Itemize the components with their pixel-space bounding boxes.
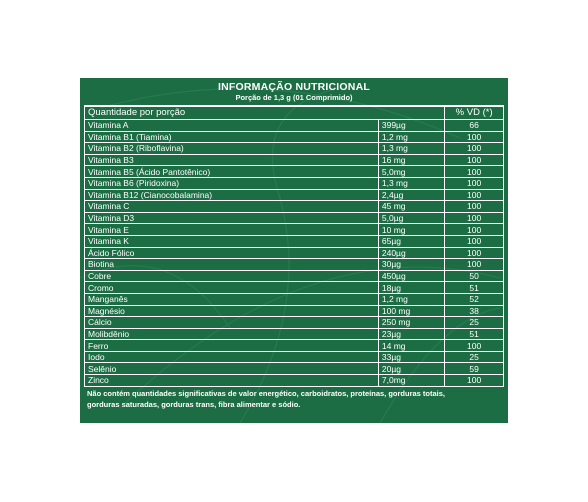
- nutrient-vd: 100: [445, 375, 504, 387]
- nutrient-vd: 100: [445, 154, 504, 166]
- nutrient-name: Vitamina A: [85, 120, 379, 132]
- table-row: [85, 375, 504, 387]
- nutrient-amount: 1,2 mg: [378, 293, 444, 305]
- nutrient-name: Cobre: [85, 270, 379, 282]
- table-header-row: [85, 107, 504, 120]
- table-row: [85, 224, 504, 236]
- nutrient-amount: 1,3 mg: [378, 177, 444, 189]
- nutrient-name: Vitamina C: [85, 201, 379, 213]
- nutrient-amount: 33µg: [378, 351, 444, 363]
- header-vd-label: % VD (*): [445, 107, 504, 120]
- nutrient-amount: 30µg: [378, 259, 444, 271]
- nutrient-vd: 100: [445, 143, 504, 155]
- table-row: [85, 120, 504, 132]
- table-row: [85, 351, 504, 363]
- nutrient-amount: 399µg: [378, 120, 444, 132]
- nutrient-name: Ácido Fólico: [85, 247, 379, 259]
- nutrient-amount: 1,2 mg: [378, 131, 444, 143]
- nutrient-amount: 5,0mg: [378, 166, 444, 178]
- nutrient-name: Vitamina B2 (Riboflavina): [85, 143, 379, 155]
- nutrient-name: Manganês: [85, 293, 379, 305]
- nutrient-vd: 38: [445, 305, 504, 317]
- table-row: [85, 270, 504, 282]
- table-row: [85, 340, 504, 352]
- nutrient-amount: 250 mg: [378, 317, 444, 329]
- serving-size: Porção de 1,3 g (01 Comprimido): [235, 93, 353, 102]
- nutrient-name: Selênio: [85, 363, 379, 375]
- nutrient-amount: 2,4µg: [378, 189, 444, 201]
- nutrient-vd: 25: [445, 351, 504, 363]
- nutrient-amount: 450µg: [378, 270, 444, 282]
- nutrient-name: Zinco: [85, 375, 379, 387]
- footnote: [84, 387, 504, 410]
- table-row: [85, 235, 504, 247]
- nutrient-amount: 45 mg: [378, 201, 444, 213]
- nutrient-amount: 7,0mg: [378, 375, 444, 387]
- footnote-line-1: Não contém quantidades significativas de valor energético, carboidratos, proteínas, gorduras totais,: [87, 388, 446, 398]
- nutrient-amount: 10 mg: [378, 224, 444, 236]
- table-row: [85, 293, 504, 305]
- nutrient-vd: 100: [445, 259, 504, 271]
- nutrient-vd: 59: [445, 363, 504, 375]
- nutrient-name: Vitamina B5 (Ácido Pantotênico): [85, 166, 379, 178]
- nutrient-vd: 100: [445, 212, 504, 224]
- table-row: [85, 201, 504, 213]
- table-row: [85, 247, 504, 259]
- table-row: [85, 177, 504, 189]
- nutrient-vd: 66: [445, 120, 504, 132]
- nutrient-vd: 50: [445, 270, 504, 282]
- table-row: [85, 363, 504, 375]
- nutrient-name: Vitamina B12 (Cianocobalamina): [85, 189, 379, 201]
- header-quantity-label: Quantidade por porção: [85, 107, 445, 120]
- table-row: [85, 259, 504, 271]
- nutrient-name: Magnésio: [85, 305, 379, 317]
- nutrient-name: Cromo: [85, 282, 379, 294]
- nutrition-table: [84, 106, 504, 387]
- table-row: [85, 189, 504, 201]
- nutrient-vd: 52: [445, 293, 504, 305]
- nutrient-vd: 100: [445, 235, 504, 247]
- nutrient-amount: 240µg: [378, 247, 444, 259]
- table-row: [85, 131, 504, 143]
- table-row: [85, 166, 504, 178]
- nutrient-vd: 51: [445, 328, 504, 340]
- nutrient-amount: 100 mg: [378, 305, 444, 317]
- nutrient-name: Molibdênio: [85, 328, 379, 340]
- nutrient-amount: 23µg: [378, 328, 444, 340]
- nutrient-amount: 18µg: [378, 282, 444, 294]
- nutrient-amount: 5,0µg: [378, 212, 444, 224]
- nutrient-vd: 100: [445, 340, 504, 352]
- nutrient-vd: 100: [445, 247, 504, 259]
- nutrient-vd: 100: [445, 189, 504, 201]
- nutrient-vd: 25: [445, 317, 504, 329]
- panel-header: [84, 81, 504, 106]
- nutrient-vd: 100: [445, 166, 504, 178]
- nutrient-amount: 65µg: [378, 235, 444, 247]
- table-row: [85, 282, 504, 294]
- nutrient-name: Vitamina D3: [85, 212, 379, 224]
- nutrient-name: Vitamina B6 (Piridoxina): [85, 177, 379, 189]
- nutrient-vd: 51: [445, 282, 504, 294]
- footnote-line-2: gorduras saturadas, gorduras trans, fibra alimentar e sódio.: [87, 399, 301, 409]
- nutrient-name: Vitamina B3: [85, 154, 379, 166]
- nutrient-vd: 100: [445, 131, 504, 143]
- panel-title: INFORMAÇÃO NUTRICIONAL: [218, 81, 370, 93]
- nutrition-facts-panel: [80, 78, 508, 423]
- nutrient-name: Iodo: [85, 351, 379, 363]
- table-row: [85, 143, 504, 155]
- nutrient-vd: 100: [445, 177, 504, 189]
- nutrient-vd: 100: [445, 224, 504, 236]
- nutrient-amount: 14 mg: [378, 340, 444, 352]
- table-row: [85, 328, 504, 340]
- nutrient-amount: 20µg: [378, 363, 444, 375]
- nutrient-amount: 1,3 mg: [378, 143, 444, 155]
- table-row: [85, 305, 504, 317]
- nutrient-amount: 16 mg: [378, 154, 444, 166]
- nutrient-name: Biotina: [85, 259, 379, 271]
- nutrient-name: Cálcio: [85, 317, 379, 329]
- nutrient-name: Vitamina E: [85, 224, 379, 236]
- nutrient-vd: 100: [445, 201, 504, 213]
- nutrient-name: Vitamina B1 (Tiamina): [85, 131, 379, 143]
- table-row: [85, 212, 504, 224]
- nutrient-name: Vitamina K: [85, 235, 379, 247]
- table-row: [85, 317, 504, 329]
- nutrient-name: Ferro: [85, 340, 379, 352]
- table-row: [85, 154, 504, 166]
